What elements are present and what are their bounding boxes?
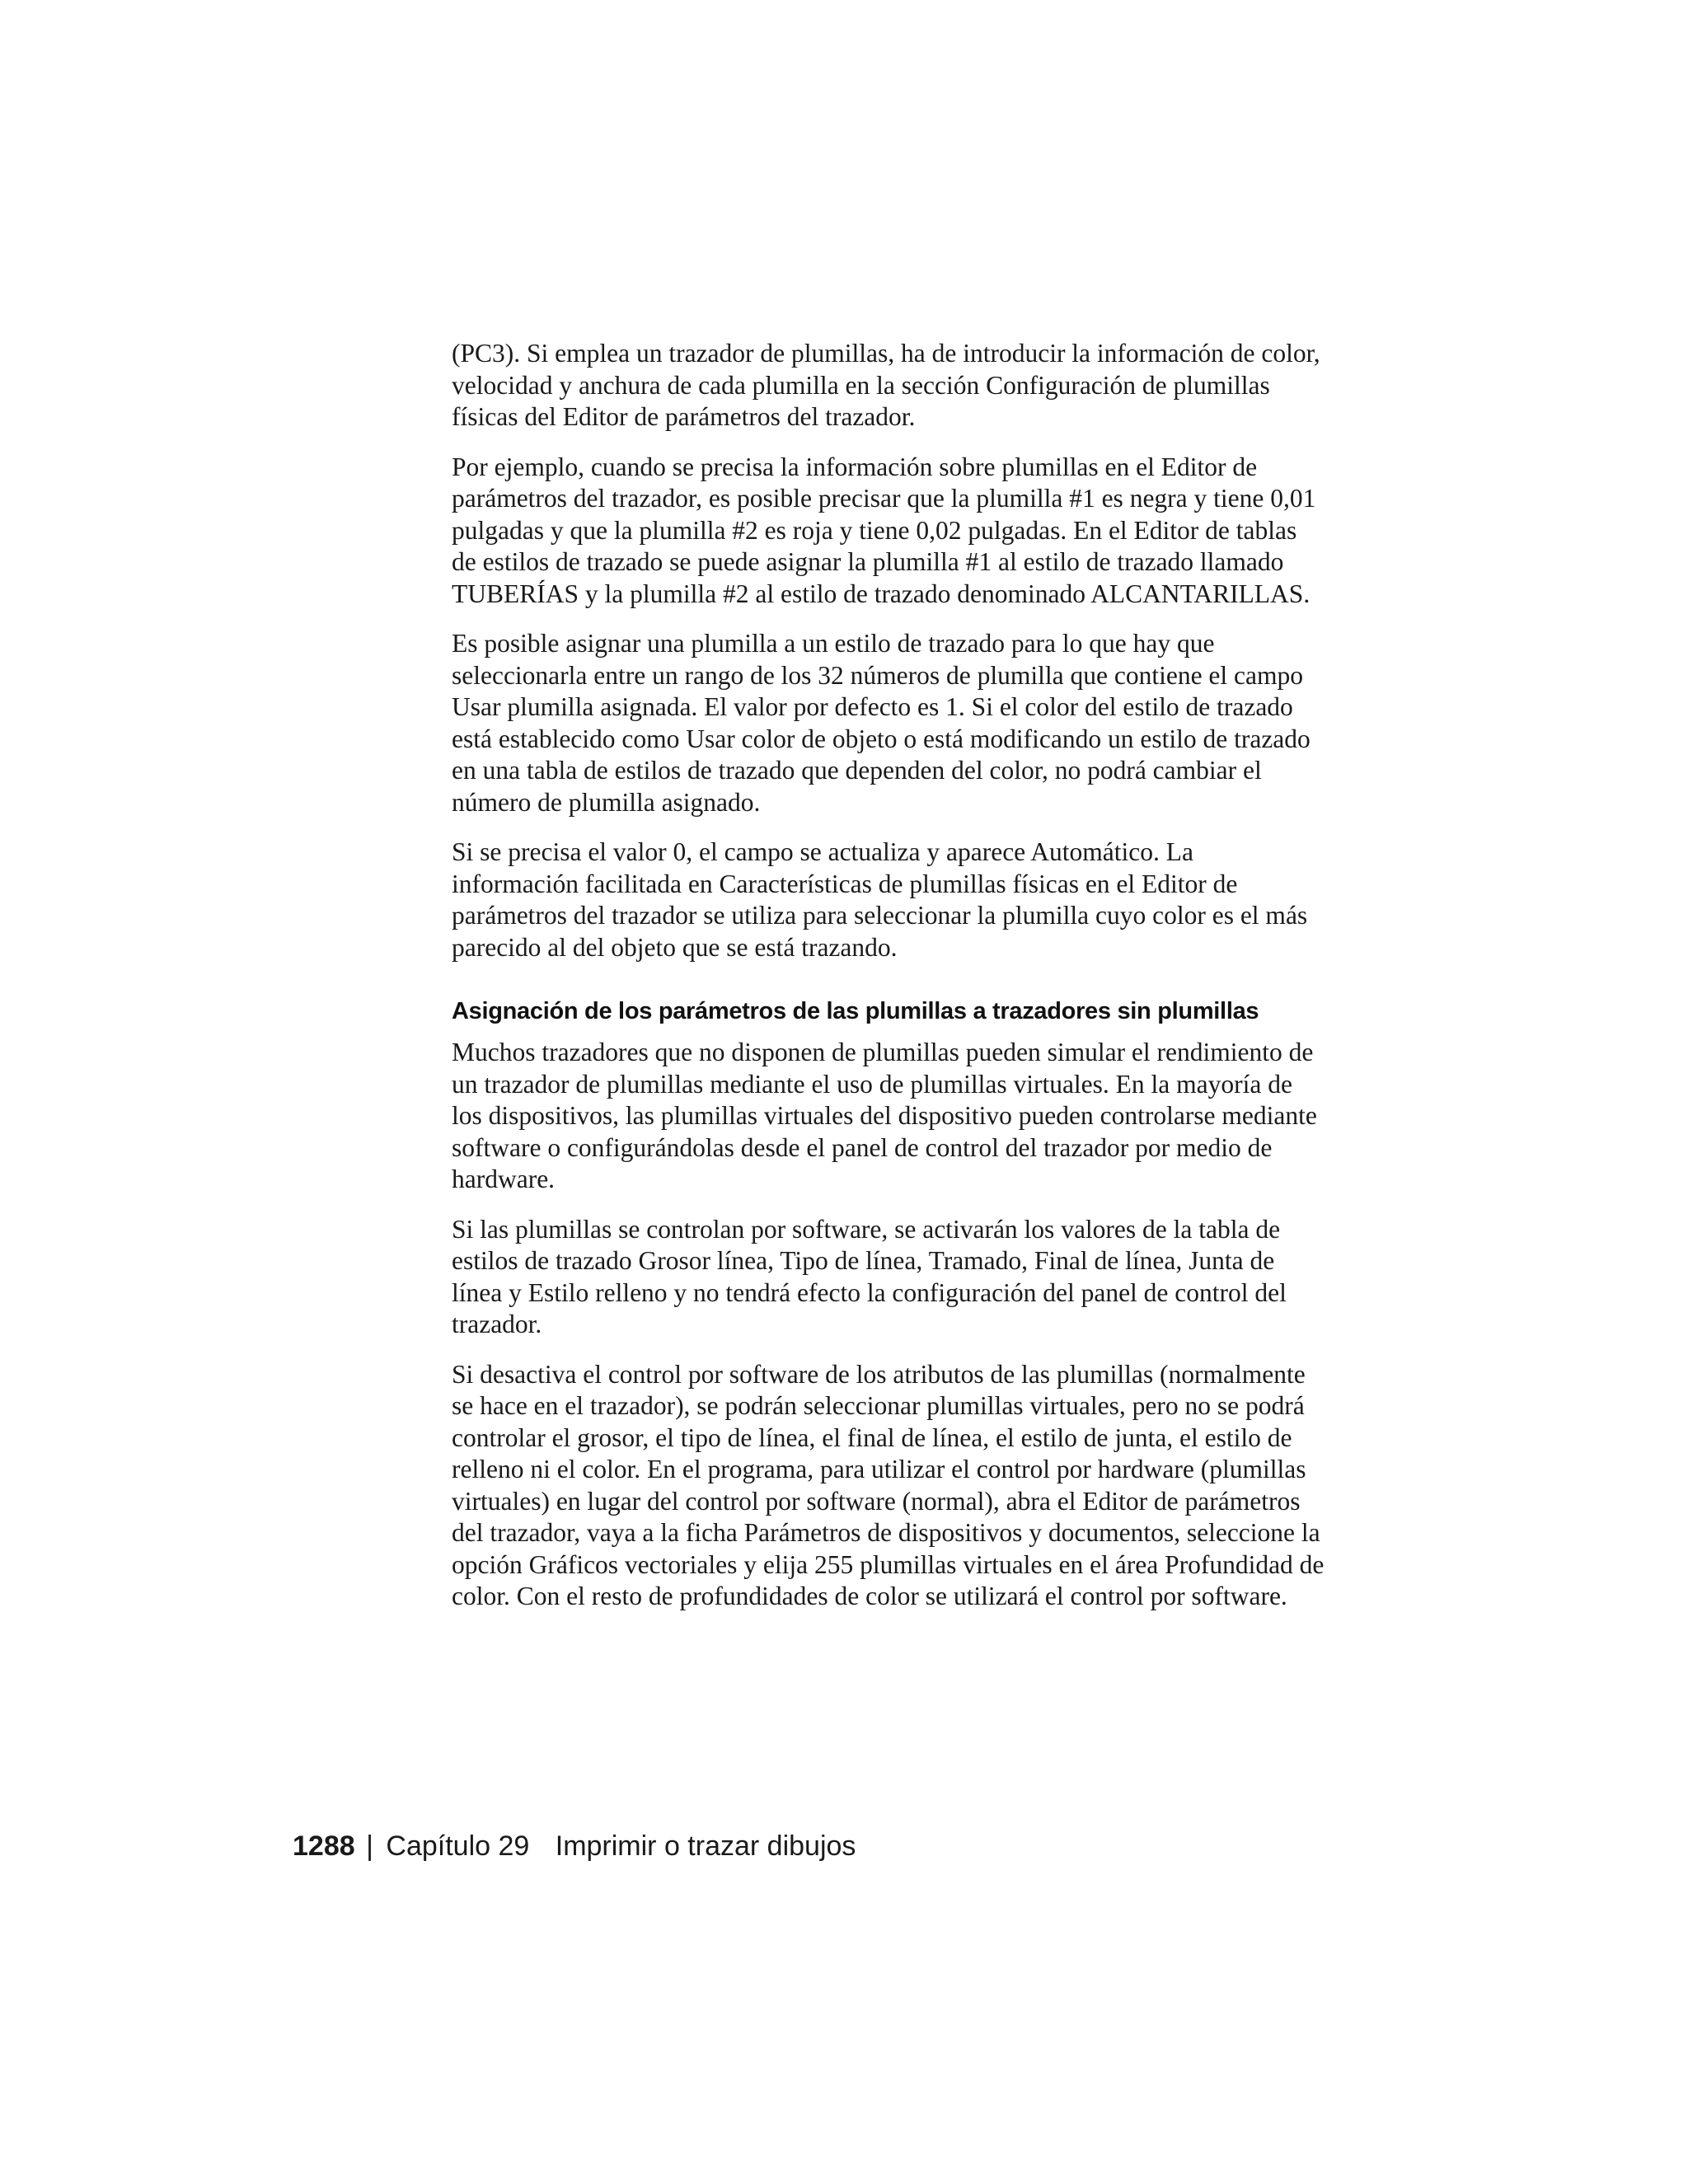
paragraph: (PC3). Si emplea un trazador de plumillas, ha de introducir la información de color, velocidad y anchura de cada plumilla en la sección Configuración de plumillas físicas del Editor de parámetros del trazador. — [452, 339, 1320, 431]
paragraph: Es posible asignar una plumilla a un estilo de trazado para lo que hay que seleccionarla entre un rango de los 32 números de plumilla que contiene el campo Usar plumilla asignada. El valor por defecto es 1. Si el color del estilo de trazado está establecido como Usar color de objeto o está modificando un estilo de trazado en una tabla de estilos de trazado que dependen del color, no podrá cambiar el número de plumilla asignado. — [452, 629, 1311, 817]
paragraph: Si desactiva el control por software de los atributos de las plumillas (normalmente se hace en el trazador), se podrán seleccionar plumillas virtuales, pero no se podrá controlar el grosor, el tipo de línea, el final de línea, el estilo de junta, el estilo de relleno ni el color. En el programa, para utilizar el control por hardware (plumillas virtuales) en lugar del control por software (normal), abra el Editor de parámetros del trazador, vaya a la ficha Parámetros de dispositivos y documentos, seleccione la opción Gráficos vectoriales y elija 255 plumillas virtuales en el área Profundidad de color. Con el resto de profundidades de color se utilizará el control por software. — [452, 1359, 1325, 1610]
section-heading: Asignación de los parámetros de las plumillas a trazadores sin plumillas — [452, 998, 1259, 1024]
paragraph: Muchos trazadores que no disponen de plumillas pueden simular el rendimiento de un trazador de plumillas mediante el uso de plumillas virtuales. En la mayoría de los dispositivos, las plumillas virtuales del dispositivo pueden controlarse mediante software o configurándolas desde el panel de control del trazador por medio de hardware. — [452, 1038, 1317, 1193]
footer-separator: | — [366, 1830, 373, 1862]
body-text — [452, 338, 1325, 1631]
page-number: 1288 — [293, 1830, 355, 1862]
paragraph: Si las plumillas se controlan por software, se activarán los valores de la tabla de estilos de trazado Grosor línea, Tipo de línea, Tramado, Final de línea, Junta de línea y Estilo relleno y no tendrá efecto la configuración del panel de control del trazador. — [452, 1214, 1287, 1338]
paragraph: Si se precisa el valor 0, el campo se actualiza y aparece Automático. La información facilitada en Características de plumillas físicas en el Editor de parámetros del trazador se utiliza para seleccionar la plumilla cuyo color es el más parecido al del objeto que se está trazando. — [452, 837, 1308, 962]
paragraph: Por ejemplo, cuando se precisa la información sobre plumillas en el Editor de parámetros del trazador, es posible precisar que la plumilla #1 es negra y tiene 0,01 pulgadas y que la plumilla #2 es roja y tiene 0,02 pulgadas. En el Editor de tablas de estilos de trazado se puede asignar la plumilla #1 al estilo de trazado llamado TUBERÍAS y la plumilla #2 al estilo de trazado denominado ALCANTARILLAS. — [452, 452, 1316, 608]
chapter-title: Imprimir o trazar dibujos — [555, 1830, 856, 1862]
page-footer — [293, 1828, 856, 1864]
chapter-label: Capítulo 29 — [386, 1830, 530, 1862]
